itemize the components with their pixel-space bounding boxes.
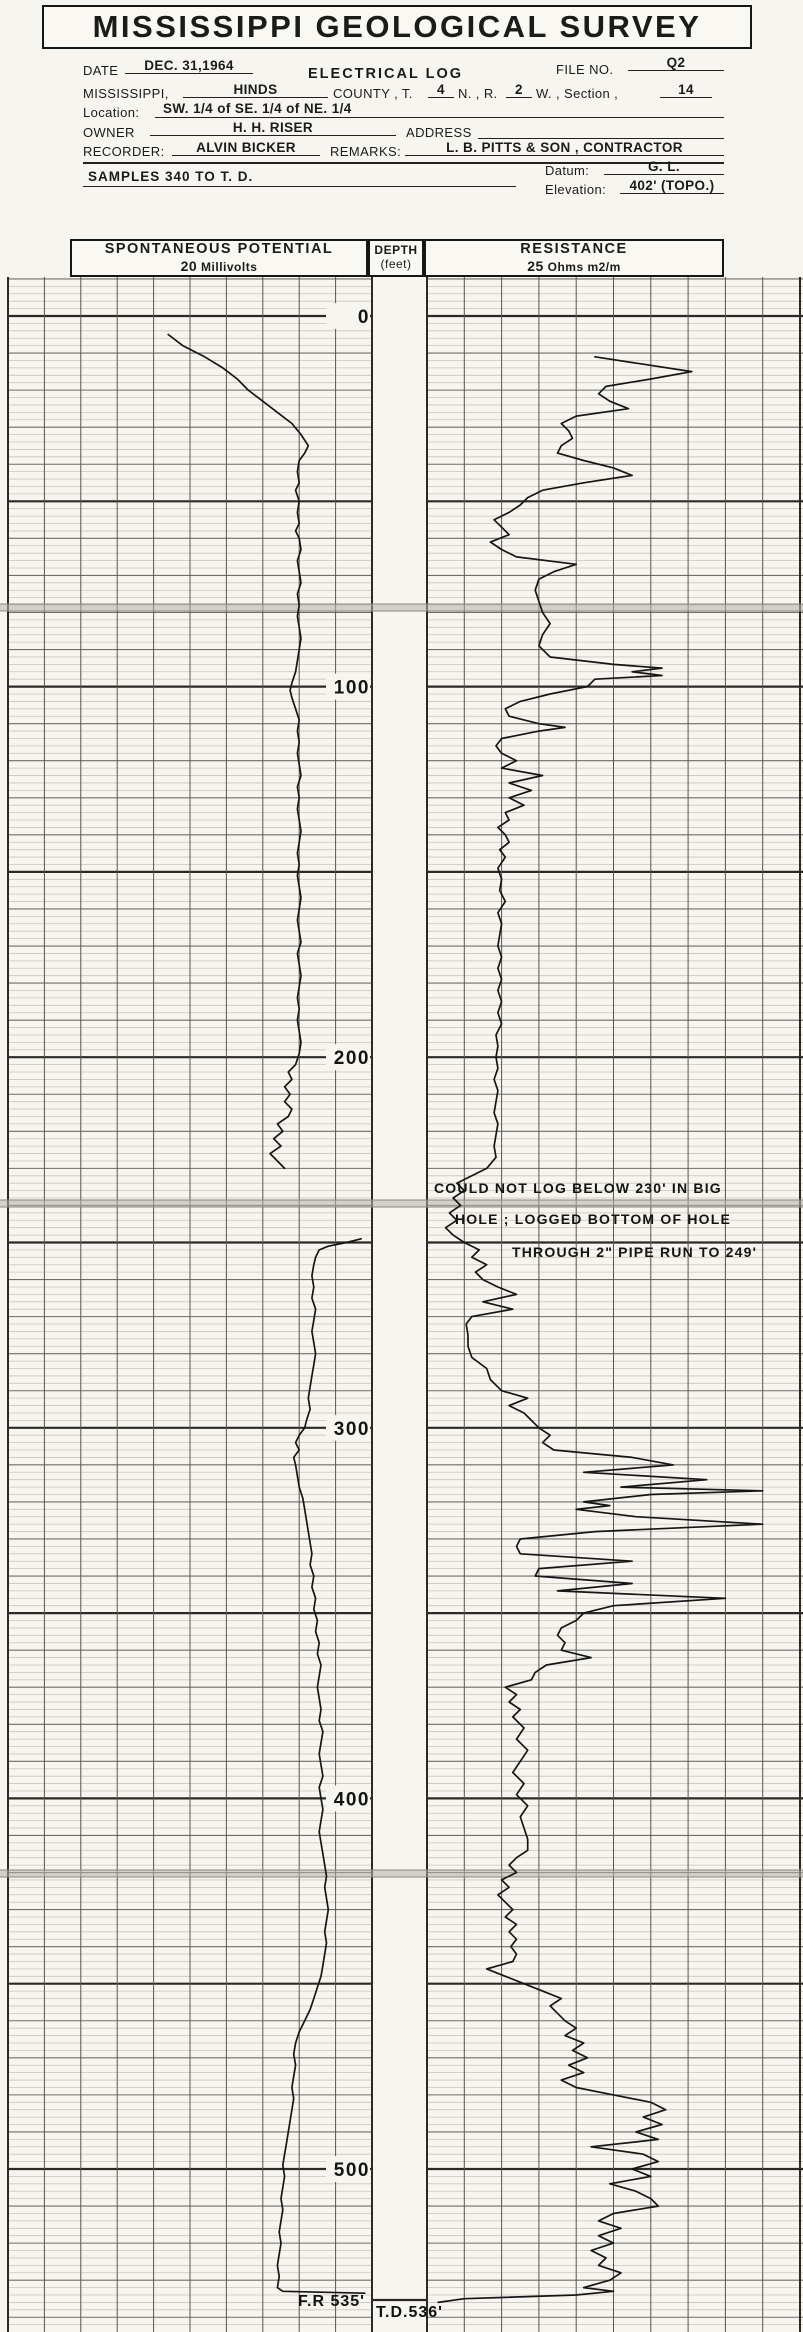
owner-label: OWNER (83, 125, 135, 140)
sp-track-title: SPONTANEOUS POTENTIAL (104, 241, 334, 258)
remarks-value: L. B. PITTS & SON , CONTRACTOR (405, 140, 724, 156)
elevation-label: Elevation: (545, 182, 607, 197)
datum-label: Datum: (545, 163, 590, 178)
range-label: N. , R. (458, 86, 498, 101)
sp-curve-segment-2 (277, 1239, 364, 2293)
sp-curve-segment-1 (168, 335, 308, 1169)
township-value: 4 (428, 82, 454, 98)
resistance-curve-segment-1 (438, 357, 763, 2303)
state-label: MISSISSIPPI, (83, 86, 169, 101)
address-label: ADDRESS (406, 125, 472, 140)
file-no-value: Q2 (628, 55, 724, 71)
resistance-scale-number: 25 (527, 257, 544, 274)
depth-label-300: 300 (333, 1418, 370, 1440)
log-chart (0, 277, 803, 2332)
location-label: Location: (83, 105, 140, 120)
depth-label-500: 500 (333, 2160, 370, 2181)
depth-label-200: 200 (333, 1048, 370, 1070)
sp-scale-number: 20 (180, 257, 198, 274)
county-value: HINDS (183, 82, 328, 98)
elevation-value: 402' (TOPO.) (620, 178, 724, 194)
section-label: W. , Section , (536, 86, 619, 101)
location-underline (155, 101, 724, 118)
log-type-title: ELECTRICAL LOG (308, 66, 464, 82)
resistance-scale-unit: Ohms m2/m (547, 259, 621, 274)
county-label: COUNTY , T. (333, 86, 413, 101)
datum-value: G. L. (604, 159, 724, 175)
total-depth-label: T.D.536' (376, 2304, 443, 2321)
file-no-label: FILE NO. (556, 62, 614, 77)
location-value: SW. 1/4 of SE. 1/4 of NE. 1/4 (163, 101, 352, 116)
date-value: DEC. 31,1964 (125, 58, 253, 74)
depth-track-title: DEPTH (374, 243, 418, 258)
sp-track-header (70, 239, 368, 277)
survey-title-box (42, 5, 752, 49)
depth-label-0: 0 (357, 307, 370, 328)
depth-label-400: 400 (333, 1789, 370, 1811)
date-label: DATE (83, 63, 119, 78)
section-value: 14 (660, 82, 712, 98)
owner-value: H. H. RISER (150, 120, 396, 136)
samples-line: SAMPLES 340 TO T. D. (88, 169, 254, 184)
annotation-line-1: COULD NOT LOG BELOW 230' IN BIG (434, 1180, 722, 1196)
depth-label-100: 100 (333, 677, 370, 699)
annotation-line-3: THROUGH 2" PIPE RUN TO 249' (512, 1244, 758, 1260)
depth-track-header (368, 239, 424, 277)
page-title: MISSISSIPPI GEOLOGICAL SURVEY (92, 9, 702, 44)
depth-track-unit: (feet) (380, 257, 412, 271)
resistance-track-title: RESISTANCE (520, 241, 628, 258)
range-value: 2 (506, 82, 532, 98)
recorder-label: RECORDER: (83, 144, 165, 159)
address-underline (478, 122, 724, 139)
recorder-value: ALVIN BICKER (172, 140, 320, 156)
sp-scale-unit: Millivolts (201, 259, 258, 274)
remarks-label: REMARKS: (330, 144, 402, 159)
final-reading-label: F.R 535' (298, 2293, 365, 2310)
annotation-line-2: HOLE ; LOGGED BOTTOM OF HOLE (455, 1211, 732, 1227)
resistance-track-header (424, 239, 724, 277)
samples-underline (83, 169, 516, 187)
